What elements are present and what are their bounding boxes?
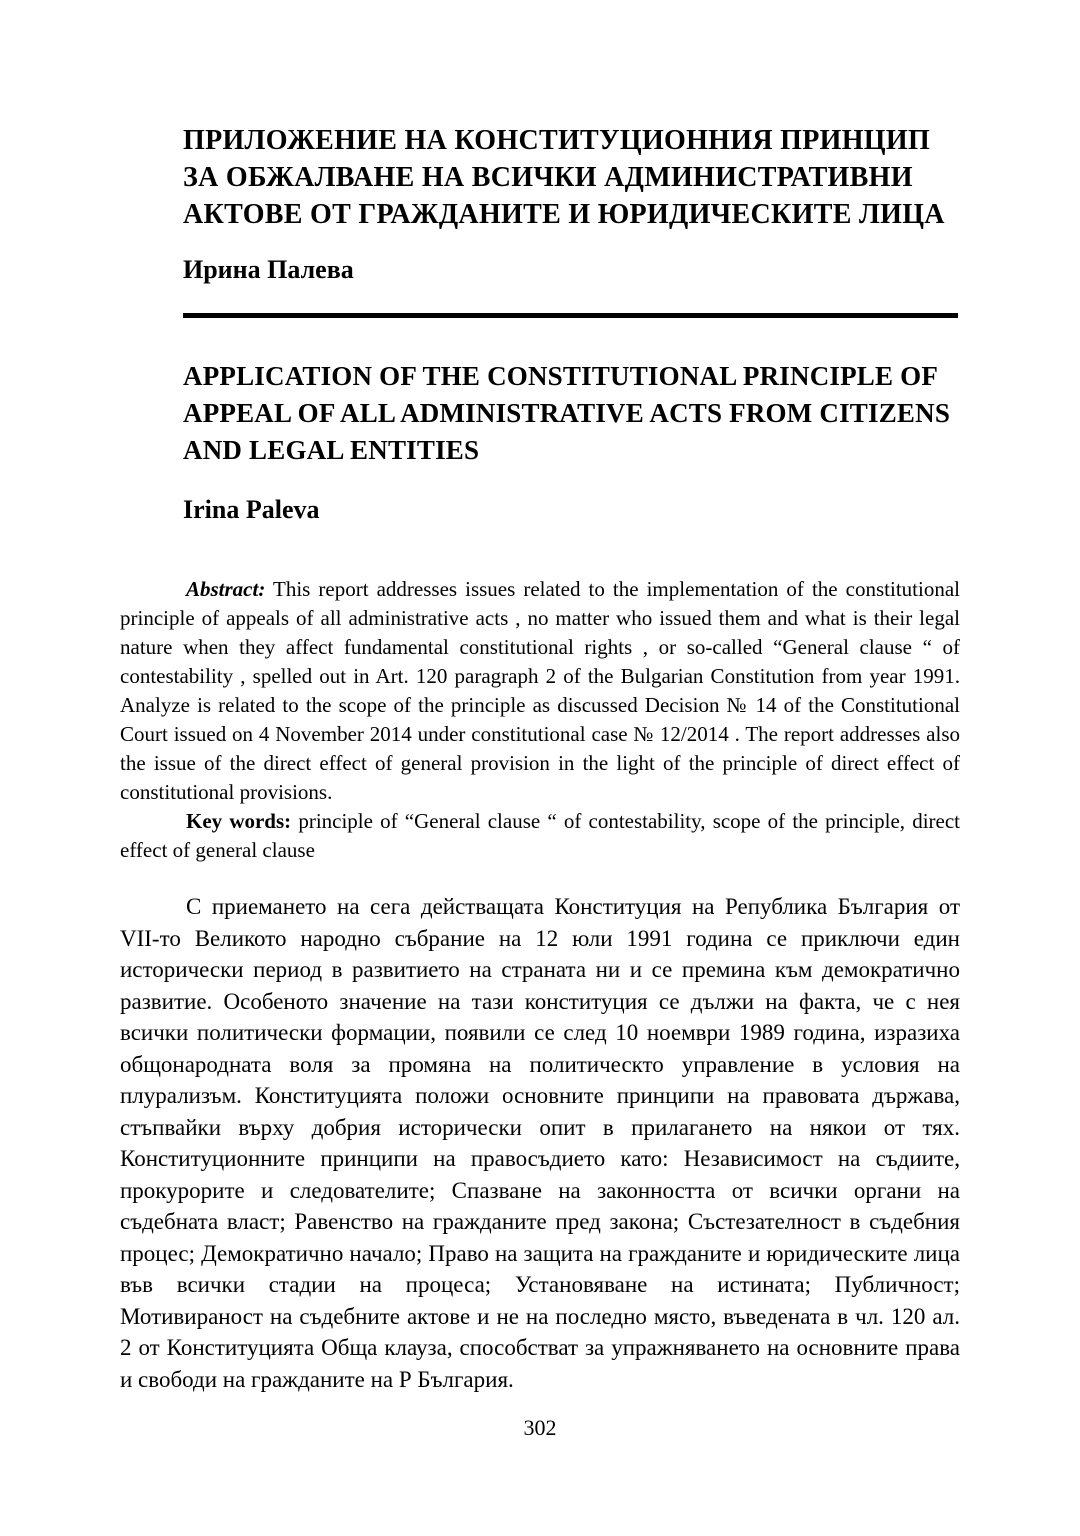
divider-rule: [183, 313, 958, 318]
keywords-label: Key words:: [186, 809, 292, 833]
abstract-paragraph: [120, 575, 960, 807]
paper-title-english: APPLICATION OF THE CONSTITUTIONAL PRINCIPLE OF APPEAL OF ALL ADMINISTRATIVE ACTS FROM CITIZENS AND LEGAL ENTITIES: [183, 361, 951, 465]
paper-title-bulgarian: ПРИЛОЖЕНИЕ НА КОНСТИТУЦИОННИЯ ПРИНЦИП ЗА ОБЖАЛВАНЕ НА ВСИЧКИ АДМИНИСТРАТИВНИ АКТОВЕ ОТ ГРАЖДАНИТЕ И ЮРИДИЧЕСКИТЕ ЛИЦА: [183, 125, 945, 230]
author-name-bulgarian: Ирина Палева: [183, 255, 354, 284]
keywords-text: principle of “General clause “ of contestability, scope of the principle, direct effect of general clause: [120, 809, 960, 862]
author-name-english: Irina Paleva: [183, 495, 320, 524]
abstract-text: This report addresses issues related to the implementation of the constitutional principle of appeals of all administrative acts , no matter who issued them and what is their legal nature when they affect fundamental constitutional rights , or so-called “General clause “ of contestability , spelled out in Art. 120 paragraph 2 of the Bulgarian Constitution from year 1991. Analyze is related to the scope of the principle as discussed Decision № 14 of the Constitutional Court issued on 4 November 2014 under constitutional case № 12/2014 . The report addresses also the issue of the direct effect of general provision in the light of the principle of direct effect of constitutional provisions.: [120, 577, 960, 804]
abstract-section: [120, 575, 960, 865]
heading-block: [183, 122, 960, 525]
body-paragraph: С приемането на сега действащата Конституция на Република България от VII-то Великото народно събрание на 12 юли 1991 година се приключи един исторически период в развитието на страната ни и се премина към демократично развитие. Особеното значение на тази конституция се дължи на факта, че с нея всички политически формации, появили се след 10 ноември 1989 година, изразиха общонародната воля за промяна на политическто управление в условия на плурализъм. Конституцията положи основните принципи на правовата държава, стъпвайки върху добрия исторически опит в прилагането на някои от тях. Конституционните принципи на правосъдието като: Независимост на съдиите, прокурорите и следователите; Спазване на законността от всички органи на съдебната власт; Равенство на гражданите пред закона; Състезателност в съдебния процес; Демократично начало; Право на защита на гражданите и юридическите лица във всички стадии на процеса; Установяване на истината; Публичност; Мотивираност на съдебните актове и не на последно място, въведената в чл. 120 ал. 2 от Конституцията Обща клауза, способстват за упражняването на основните права и свободи на гражданите на Р България.: [120, 894, 960, 1392]
page-number: 302: [523, 1415, 557, 1440]
body-section: [120, 891, 960, 1395]
keywords-paragraph: [120, 807, 960, 865]
abstract-label: Abstract:: [186, 577, 266, 601]
